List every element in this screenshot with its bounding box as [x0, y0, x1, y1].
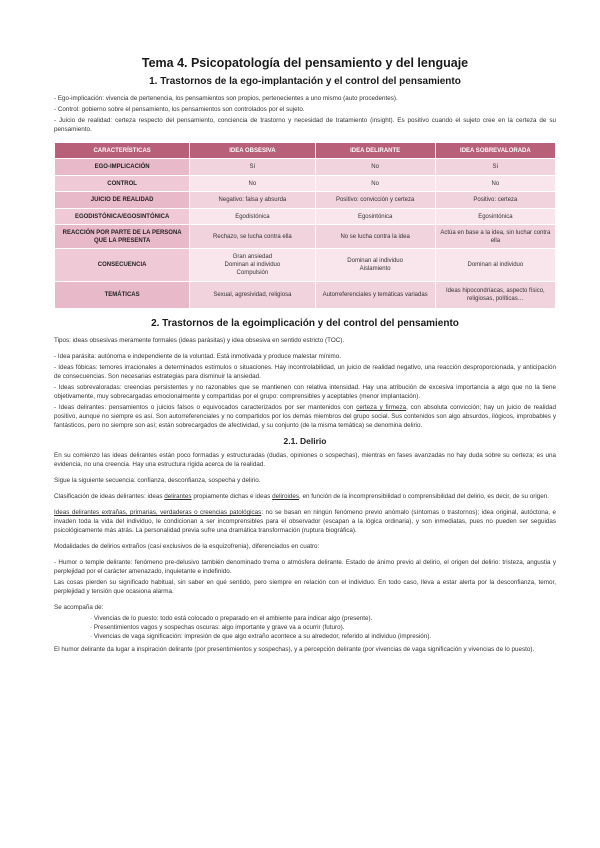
text-run: Clasificación de ideas delirantes: ideas [54, 493, 165, 500]
table-cell: Dominan al individuo [435, 249, 555, 282]
definition-control: - Control: gobierno sobre el pensamiento, los pensamientos son controlados por el sujeto. [54, 106, 305, 113]
table-row [55, 249, 556, 282]
table-cell: Ideas hipocondríacas, aspecto físico, religiosas, políticas… [435, 282, 555, 309]
table-cell: Sí [435, 159, 555, 176]
modalidades-paragraph: Modalidades de delirios extraños (casi exclusivos de la esquizofrenia), diferenciados en cuatro: [54, 543, 320, 550]
ideas-extranas-paragraph [54, 508, 556, 535]
humor-conclusion-paragraph: El humor delirante da lugar a inspiración delirante (por presentimientos y sospechas), y a percepción delirante (por vivencias de vaga significación y vivencias de lo puesto). [54, 645, 535, 653]
table-cell: Gran ansiedad Dominan al individuo Compulsión [190, 249, 315, 282]
table-cell: No se lucha contra la idea [315, 225, 435, 249]
text-run: , con absoluta convicción; hay un juicio de realidad positivo, aunque no siempre es así. Son autorreferenciales y no compartidos por los demás miembros del grupo social. Sus contenidos son algo absurdos, ilógicos, improbables y fantásticos, pero no siempre son así; están sobrecargados de afectividad, y su conjunto (de la misma temática) se denomina delirio. [54, 404, 556, 429]
section-2-heading: 2. Trastornos de la egoimplicación y del control del pensamiento [151, 318, 459, 329]
table-row-header: CONSECUENCIA [55, 249, 190, 282]
ideas-delirantes-item [54, 403, 556, 430]
section-1-heading: 1. Trastornos de la ego-implantación y el control del pensamiento [149, 76, 461, 87]
underlined-text: certeza y firmeza [356, 404, 407, 411]
table-cell: Sí [190, 159, 315, 176]
secuencia-paragraph: Sigue la siguiente secuencia: confianza, desconfianza, sospecha y delirio. [54, 477, 261, 484]
vivencias-list [90, 614, 556, 642]
table-row-header: REACCIÓN POR PARTE DE LA PERSONA QUE LA PRESENTA [55, 225, 190, 249]
table-cell: Positivo: certeza [435, 192, 555, 209]
table-row-header: JUICIO DE REALIDAD [55, 192, 190, 209]
definition-ego-implicacion: - Ego-implicación: vivencia de pertenencia, los pensamientos son propios, pertenecientes a uno mismo (auto procedentes). [54, 95, 398, 102]
humor-delirante-paragraph: - Humor o temple delirante: fenómeno pre-delusivo también denominado trema o atmósfera delirante. Estado de ánimo previo al delirio, el origen del delirio: tristeza, angustia y perplejidad por el carácter amenazado, inquietante e indefinido. [54, 559, 556, 575]
list-item: · Vivencias de lo puesto: todo está colocado o preparado en el ambiente para indicar algo (presente). [90, 615, 373, 622]
significado-paragraph: Las cosas pierden su significado habitual, sin saber en qué sentido, pero siempre en relación con el individuo. En todo caso, lleva a estar alerta por la desconfianza, temor, perplejidad y tensión que ocasiona alarma. [54, 579, 556, 595]
table-cell: Egosintónica [435, 209, 555, 225]
table-row [55, 282, 556, 309]
idea-parasita-item: - Idea parásita: autónoma e independiente de la voluntad. Está inmotivada y produce malestar mínimo. [54, 353, 342, 360]
document-title: Tema 4. Psicopatología del pensamiento y del lenguaje [141, 56, 469, 70]
list-item: · Vivencias de vaga significación: impresión de que algo extraño acontece a su alrededor, referido al individuo (impresión). [90, 633, 432, 641]
table-cell: Dominan al individuo Aislamiento [315, 249, 435, 282]
clasificacion-paragraph [54, 492, 556, 501]
acompana-label: Se acompaña de: [54, 604, 104, 611]
text-run: - Ideas delirantes: pensamientos o juicios falsos o equivocados caracterizados por ser mantenidos con [54, 404, 357, 411]
table-row [55, 176, 556, 192]
comparison-table [54, 142, 556, 309]
definition-juicio: - Juicio de realidad: certeza respecto del pensamiento, conciencia de trastorno y necesidad de tratamiento (insight). Es positivo cuando el sujeto cree en la certeza de su pensamiento. [54, 117, 556, 133]
table-cell: No [315, 159, 435, 176]
table-row [55, 209, 556, 225]
table-cell: Actúa en base a la idea, sin luchar contra ella [435, 225, 555, 249]
ideas-sobrevaloradas-item: - Ideas sobrevaloradas: creencias persistentes y no razonables que se mantienen con relativa intensidad. Hay una atribución de excesiva importancia a algo que no la tiene objetivamente, muy sobrecargadas emocionalmente y compartidas por el grupo: comprensibles y aceptables (menor implantación). [54, 384, 556, 400]
table-cell: Rechazo, se lucha contra ella [190, 225, 315, 249]
table-row-header: EGODISTÓNICA/EGOSINTÓNICA [55, 209, 190, 225]
tipos-paragraph: Tipos: ideas obsesivas meramente formales (ideas parásitas) y idea obsesiva en sentido estricto (TOC). [54, 337, 345, 344]
table-header-cell: IDEA SOBREVALORADA [435, 143, 555, 159]
table-cell: No [435, 176, 555, 192]
underlined-text: Ideas delirantes extrañas, primarias, verdaderas o creencias patológicas [54, 509, 262, 516]
table-row [55, 159, 556, 176]
table-row-header: CONTROL [55, 176, 190, 192]
table-cell: Egosintónica [315, 209, 435, 225]
table-row-header: TEMÁTICAS [55, 282, 190, 309]
table-row [55, 192, 556, 209]
text-run: : no se basan en ningún fenómeno previo anómalo (síntomas o trastornos); idea original, autóctona, e invaden toda la vida del individuo, le condicionan a ser incomprensibles para el observador (escapan a la lógica ordinaria), y son inmediatas, pues no pueden ser seguidas psicológicamente más atrás. La personalidad previa sufre una dramática transformación (ruptura biográfica). [54, 509, 557, 534]
table-cell: Negativo: falsa y absurda [190, 192, 315, 209]
table-header-cell: CARACTERÍSTICAS [55, 143, 190, 159]
underlined-text: deliroides [272, 493, 300, 500]
list-item: · Presentimientos vagos y sospechas oscuras: algo importante y grave va a ocurrir (futuro). [90, 624, 345, 632]
table-row-header: EGO-IMPLICACIÓN [55, 159, 190, 176]
section-2-1-heading: 2.1. Delirio [283, 436, 327, 446]
table-header-cell: IDEA DELIRANTE [315, 143, 435, 159]
table-cell: Positivo: convicción y certeza [315, 192, 435, 209]
table-header-row [55, 143, 556, 159]
table-cell: Autorreferenciales y temáticas variadas [315, 282, 435, 309]
table-header-cell: IDEA OBSESIVA [190, 143, 315, 159]
table-cell: No [315, 176, 435, 192]
table-row [55, 225, 556, 249]
underlined-text: delirantes [164, 493, 192, 500]
table-cell: No [190, 176, 315, 192]
table-cell: Egodistónica [190, 209, 315, 225]
delirio-intro: En su comienzo las ideas delirantes están poco formadas y estructuradas (dudas, opiniones o sospechas), mientras en fases avanzadas no hay duda sobre su certeza; es una evidencia, no una creencia. Hay una estructura rígida acerca de la realidad. [54, 452, 556, 468]
text-run: , en función de la incomprensibilidad o comprensibilidad del delirio, es decir, de su origen. [299, 493, 549, 500]
ideas-fobicas-item: - Ideas fóbicas: temores irracionales a determinados estímulos o situaciones. Hay incontrolabilidad, un juicio de realidad negativo, una reacción desproporcionada, y anticipación de consecuencias. Son necesarias estrategias para disminuir la ansiedad. [54, 364, 556, 380]
text-run: propiamente dichas e ideas [191, 493, 273, 500]
table-cell: Sexual, agresividad, religiosa [190, 282, 315, 309]
